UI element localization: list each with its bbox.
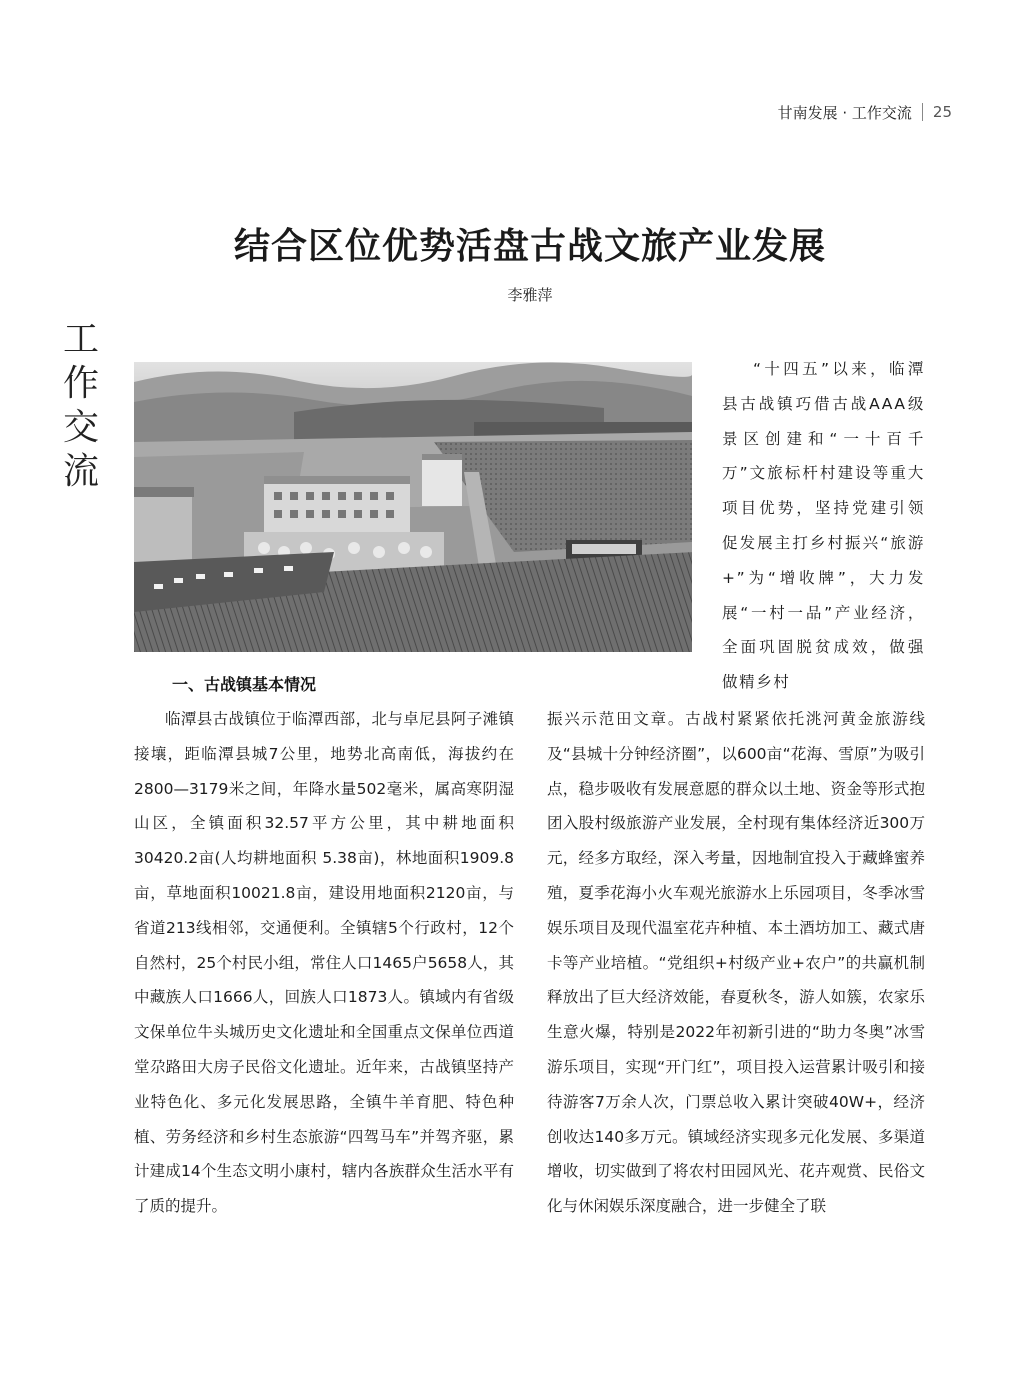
photo-illustration xyxy=(134,362,692,652)
left-body-column xyxy=(134,702,514,1224)
page-number: 25 xyxy=(932,103,952,121)
section-heading: 一、古战镇基本情况 xyxy=(172,675,317,694)
article-author: 李雅萍 xyxy=(507,286,553,304)
section-tag-vertical: 工作交流 xyxy=(62,319,99,492)
intro-column xyxy=(722,352,925,700)
section1-paragraph: 临潭县古战镇位于临潭西部，北与卓尼县阿子滩镇接壤，距临潭县城7公里，地势北高南低，海拔约在2800—3179米之间，年降水量502毫米，属高寒阴湿山区，全镇面积32.57平方公里，其中耕地面积30420.2亩(人均耕地面积 5.38亩)，林地面积1909.8亩，草地面积10021.8亩，建设用地面积2120亩，与省道213线相邻，交通便利。全镇辖5个行政村，12个自然村，25个村民小组，常住人口1465户5658人，其中藏族人口1666人，回族人口1873人。镇域内有省级文保单位牛头城历史文化遗址和全国重点文保单位西道堂尕路田大房子民俗文化遗址。近年来，古战镇坚持产业特色化、多元化发展思路，全镇牛羊育肥、特色种植、劳务经济和乡村生态旅游“四驾马车”并驾齐驱，累计建成14个生态文明小康村，辖内各族群众生活水平有了质的提升。 xyxy=(134,710,514,1216)
running-header xyxy=(778,100,952,124)
intro-paragraph: “十四五”以来，临潭县古战镇巧借古战AAA级景区创建和“一十百千万”文旅标杆村建设等重大项目优势，坚持党建引领促发展主打乡村振兴“旅游+”为“增收牌”，大力发展“一村一品”产业经济，全面巩固脱贫成效，做强做精乡村 xyxy=(722,360,925,692)
running-title: 甘南发展 · 工作交流 xyxy=(777,103,912,122)
article-title: 结合区位优势活盘古战文旅产业发展 xyxy=(233,225,826,267)
header-divider xyxy=(922,103,923,121)
right-body-column xyxy=(547,702,925,1224)
continuation-paragraph: 振兴示范田文章。古战村紧紧依托洮河黄金旅游线及“县城十分钟经济圈”，以600亩“花海、雪原”为吸引点，稳步吸收有发展意愿的群众以土地、资金等形式抱团入股村级旅游产业发展，全村现有集体经济近300万元，经多方取经，深入考量，因地制宜投入于藏蜂蜜养殖，夏季花海小火车观光旅游水上乐园项目，冬季冰雪娱乐项目及现代温室花卉种植、本土酒坊加工、藏式唐卡等产业培植。“党组织+村级产业+农户”的共赢机制释放出了巨大经济效能，春夏秋冬，游人如簇，农家乐生意火爆，特别是2022年初新引进的“助力冬奥”冰雪游乐项目，实现“开门红”，项目投入运营累计吸引和接待游客7万余人次，门票总收入累计突破40W+，经济创收达140多万元。镇域经济实现多元化发展、多渠道增收，切实做到了将农村田园风光、花卉观赏、民俗文化与休闲娱乐深度融合，进一步健全了联 xyxy=(547,710,925,1216)
aerial-village-photo xyxy=(134,362,692,652)
